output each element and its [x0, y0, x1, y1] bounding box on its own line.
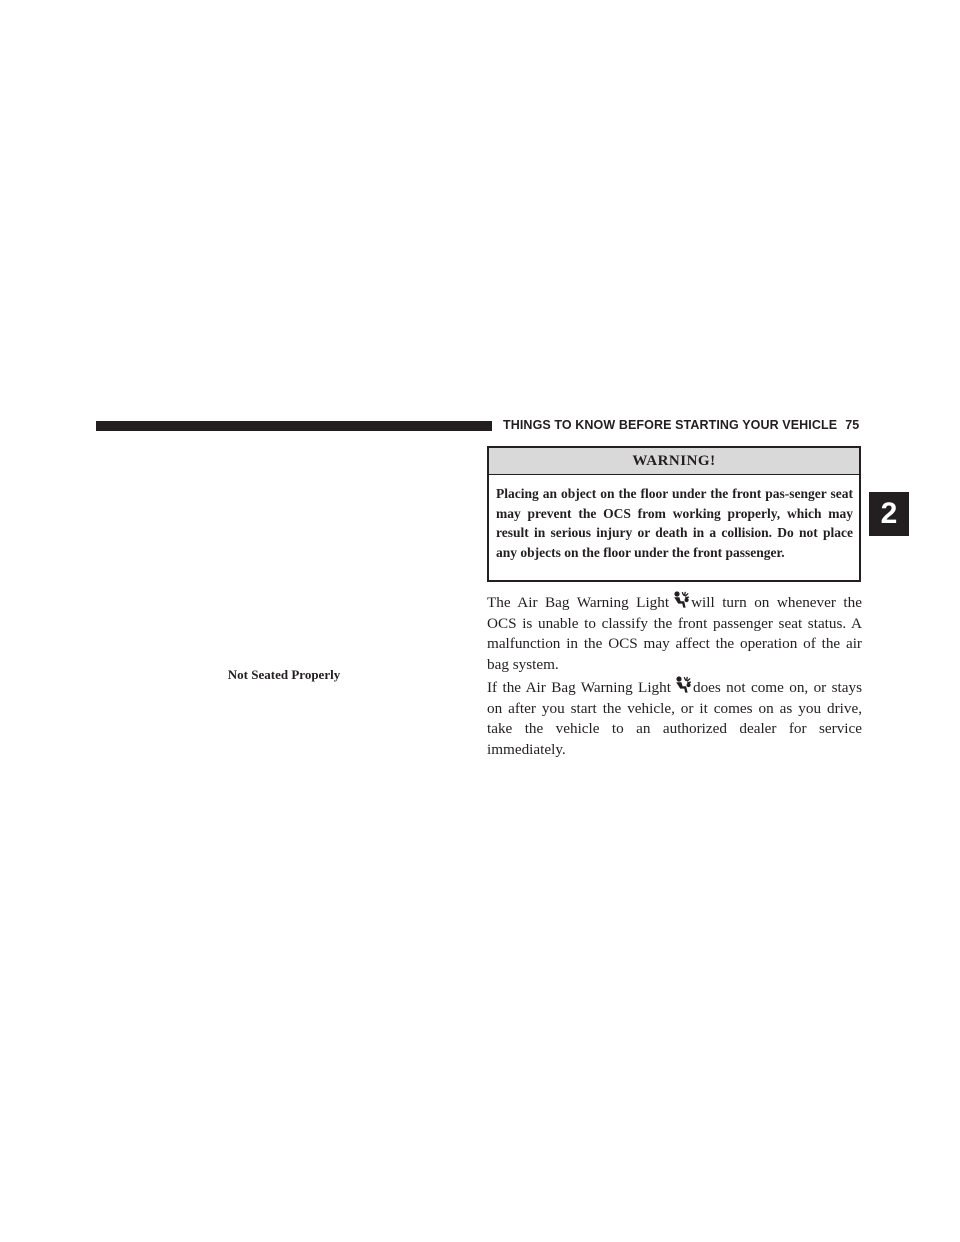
header-rule-bar	[96, 421, 492, 431]
warning-body: Placing an object on the floor under the front pas-senger seat may prevent the OCS from working properly, which may result in serious injury or death in a collision. Do not place any objects on the floor under the front passenger.	[496, 486, 853, 561]
airbag-warning-icon	[672, 591, 690, 608]
warning-box	[487, 446, 861, 582]
page-number: 75	[845, 418, 860, 432]
paragraph-text-end: will turn on whenever the OCS is unable to classify the front passenger seat status. A malfunction in the OCS may affect the operation of the air bag system.	[487, 594, 862, 673]
chapter-tab: 2	[869, 492, 909, 536]
paragraph-airbag-service	[487, 676, 862, 760]
paragraph-text-start: The Air Bag Warning Light	[487, 594, 670, 611]
running-header	[503, 418, 865, 432]
section-title: THINGS TO KNOW BEFORE STARTING YOUR VEHICLE	[503, 418, 838, 432]
paragraph-airbag-light-on	[487, 591, 862, 675]
warning-title: WARNING!	[489, 448, 859, 475]
figure-caption: Not Seated Properly	[227, 667, 341, 682]
paragraph-text-end: does not come on, or stays on after you start the vehicle, or it comes on as you drive, take the vehicle to an authorized dealer for service immediately.	[487, 679, 862, 758]
paragraph-text-start: If the Air Bag Warning Light	[487, 679, 671, 696]
airbag-warning-icon	[674, 676, 692, 693]
